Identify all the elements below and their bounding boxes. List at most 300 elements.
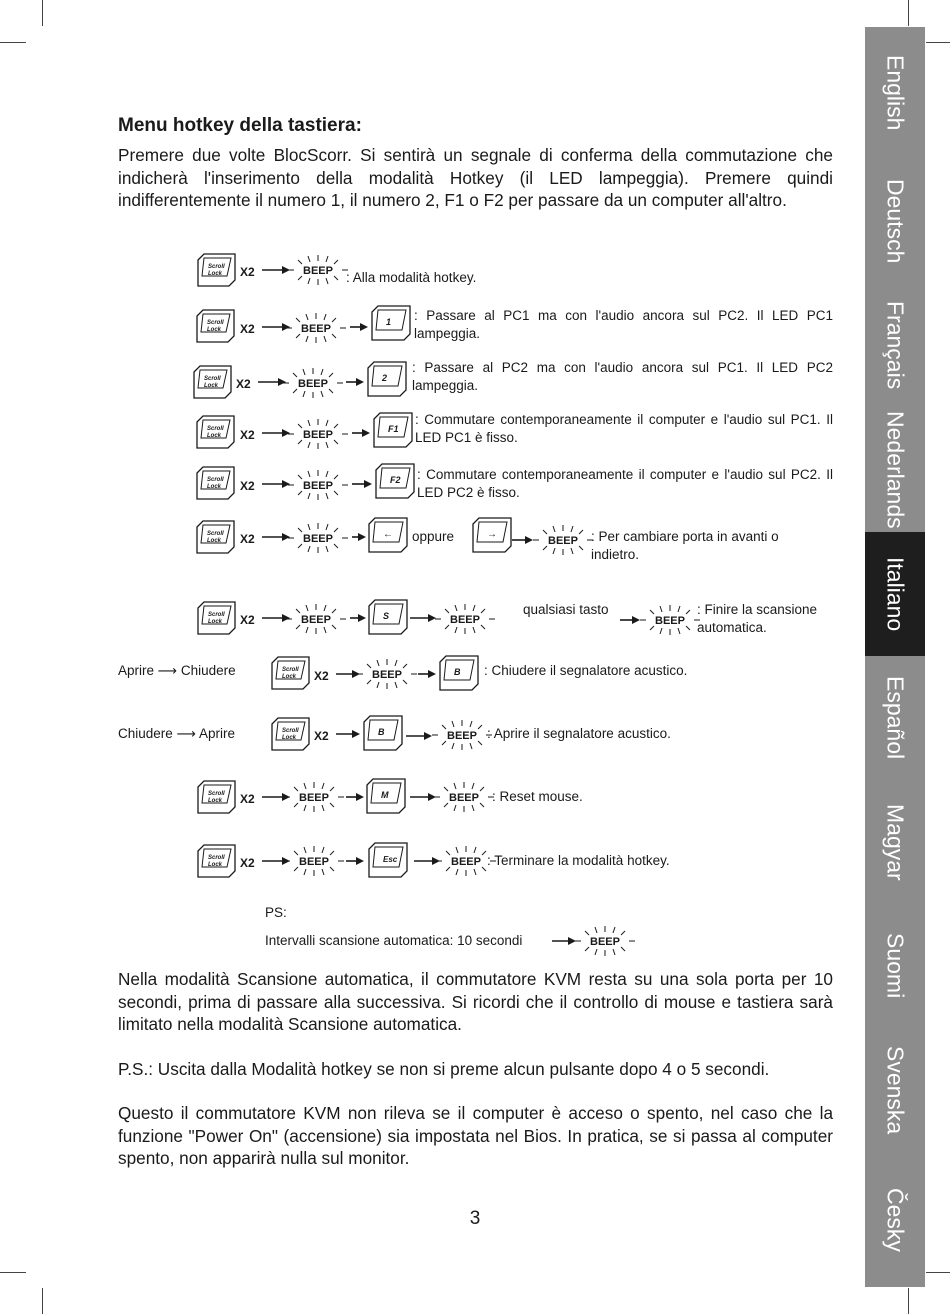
scroll-lock-key: [198, 254, 235, 286]
desc-hotkey-mode: : Alla modalità hotkey.: [346, 270, 477, 285]
beep-ray: [298, 424, 302, 428]
arrow-head: [352, 730, 360, 738]
key-left-arrow: [369, 518, 407, 552]
beep-ray: [481, 625, 485, 629]
beep-ray: [395, 682, 397, 688]
key-label: Esc: [383, 855, 398, 864]
arrow-head: [360, 323, 368, 331]
arrow-icon: [410, 614, 436, 622]
arrow-head: [282, 323, 290, 331]
arrow-icon: [262, 429, 290, 437]
beep-ray: [686, 626, 690, 630]
beep-icon: [533, 525, 593, 555]
lang-label: Svenska: [882, 1045, 909, 1135]
beep-ray: [298, 475, 302, 479]
beep-ray: [326, 471, 328, 477]
beep-ray: [456, 869, 458, 875]
lang-tab-svenska[interactable]: [865, 1028, 925, 1152]
arrow-icon: [512, 536, 533, 544]
arrow-icon: [410, 793, 436, 801]
arrow-head: [282, 480, 290, 488]
beep-icon: [288, 470, 348, 500]
beep-ray: [308, 546, 310, 552]
beep-ray: [446, 867, 450, 871]
aprire-text: Aprire: [198, 726, 235, 741]
arrow-icon: [352, 533, 366, 541]
beep-ray: [332, 334, 336, 338]
beep-ray: [298, 491, 302, 495]
beep-ray: [678, 606, 680, 612]
scroll-lock-label-line1: Scroll: [208, 855, 225, 861]
x2-label: X2: [240, 479, 255, 493]
arrow-icon: [346, 378, 364, 386]
beep-ray: [442, 741, 446, 745]
scroll-lock-label-line2: Lock: [208, 619, 223, 625]
x2-label: X2: [314, 669, 329, 683]
beep-label: BEEP: [548, 535, 578, 547]
scroll-lock-label-line2: Lock: [207, 433, 222, 439]
beep-icon: [435, 604, 495, 634]
beep-icon: [434, 782, 494, 812]
beep-ray: [445, 625, 449, 629]
arrow-icon: [350, 323, 368, 331]
power-on-paragraph: Questo il commutatore KVM non rileva se il computer è acceso o spento, nel caso che la funzione "Power On" (accensione) sia impostata nel Bios. In pratica, se si passa al computer spento, non apparirà nulla sul monitor.: [118, 1103, 833, 1168]
beep-ray: [298, 440, 302, 444]
arrow-icon: [262, 266, 290, 274]
beep-ray: [326, 256, 328, 262]
beep-ray: [480, 803, 484, 807]
key-s: [369, 600, 407, 634]
beep-ray: [455, 605, 457, 611]
scroll-lock-label-line1: Scroll: [208, 612, 225, 618]
beep-ray: [334, 475, 338, 479]
beep-label: BEEP: [298, 378, 328, 390]
beep-ray: [480, 787, 484, 791]
lang-label: Magyar: [882, 803, 909, 881]
beep-ray: [298, 544, 302, 548]
arrow-head: [356, 793, 364, 801]
desc-pc1: : Passare al PC1 ma con l'audio ancora sul PC2. Il LED PC1 lampeggia.: [414, 308, 833, 341]
desc-f2: : Commutare contemporaneamente il computer e l'audio sul PC2. Il LED PC2 è fisso.: [417, 467, 833, 500]
beep-ray: [332, 625, 336, 629]
scroll-lock-key: [198, 845, 235, 877]
arrow-icon: [336, 730, 360, 738]
beep-ray: [324, 627, 326, 633]
desc-reset-mouse: : Reset mouse.: [492, 789, 583, 804]
beep-ray: [324, 605, 326, 611]
beep-ray: [306, 605, 308, 611]
key-label: 2: [382, 373, 388, 383]
beep-label: BEEP: [303, 533, 333, 545]
arrow-head: [282, 429, 290, 437]
beep-ray: [296, 318, 300, 322]
beep-ray: [403, 664, 407, 668]
beep-ray: [324, 314, 326, 320]
lang-tab-francais[interactable]: [865, 283, 925, 407]
arrow-icon: [262, 533, 290, 541]
beep-ray: [304, 869, 306, 875]
scroll-lock-label-line1: Scroll: [207, 477, 224, 483]
beep-ray: [650, 626, 654, 630]
scroll-lock-key: [197, 521, 234, 553]
beep-icon: [283, 368, 343, 398]
arrow-icon: [336, 670, 360, 678]
beep-ray: [298, 276, 302, 280]
x2-label: X2: [236, 377, 251, 391]
key-b: [364, 716, 402, 750]
beep-label: BEEP: [655, 615, 685, 627]
desc-f1: : Commutare contemporaneamente il computer e l'audio sul PC1. Il LED PC1 è fisso.: [415, 412, 833, 445]
key-label: S: [383, 611, 390, 621]
key-2: [368, 362, 406, 396]
beep-ray: [296, 609, 300, 613]
beep-icon: [284, 846, 344, 876]
section-heading: Menu hotkey della tastiera:: [118, 115, 362, 136]
scroll-lock-label-line1: Scroll: [208, 264, 225, 270]
arrow-icon: [346, 857, 364, 865]
beep-ray: [455, 627, 457, 633]
beep-ray: [308, 256, 310, 262]
lang-tab-deutsch[interactable]: [865, 159, 925, 283]
lang-tab-magyar[interactable]: [865, 780, 925, 904]
scroll-lock-label-line1: Scroll: [207, 531, 224, 537]
beep-icon: [288, 255, 348, 285]
beep-ray: [571, 548, 573, 554]
beep-ray: [454, 783, 456, 789]
beep-label: BEEP: [450, 614, 480, 626]
arrow-head: [356, 378, 364, 386]
lang-label: Español: [882, 676, 909, 760]
lang-label: Česky: [882, 1187, 909, 1252]
key-right-arrow: [473, 518, 511, 552]
beep-ray: [296, 334, 300, 338]
aprire-text: Aprire: [118, 663, 155, 678]
arrow-head: [428, 614, 436, 622]
arrow-head: [568, 937, 576, 945]
lang-tab-nederlands[interactable]: [865, 407, 925, 532]
beep-ray: [326, 278, 328, 284]
beep-ray: [553, 548, 555, 554]
desc-arrows: : Per cambiare porta in avanti o indietro.: [591, 529, 779, 562]
beep-ray: [330, 803, 334, 807]
beep-label: BEEP: [299, 856, 329, 868]
beep-ray: [308, 442, 310, 448]
arrow-head: [364, 480, 372, 488]
beep-ray: [621, 947, 625, 951]
scroll-lock-label-line1: Scroll: [204, 376, 221, 382]
beep-ray: [595, 927, 597, 933]
beep-ray: [474, 869, 476, 875]
arrow-head: [525, 536, 533, 544]
scroll-lock-label-line1: Scroll: [208, 791, 225, 797]
beep-ray: [585, 931, 589, 935]
beep-ray: [442, 725, 446, 729]
page-number: 3: [469, 1208, 481, 1229]
beep-icon: [432, 720, 492, 750]
beep-ray: [334, 528, 338, 532]
beep-ray: [579, 530, 583, 534]
key-label: F1: [388, 424, 399, 434]
beep-ray: [334, 440, 338, 444]
beep-label: BEEP: [301, 323, 331, 335]
x2-label: X2: [240, 856, 255, 870]
beep-ray: [330, 787, 334, 791]
beep-ray: [322, 847, 324, 853]
lang-label: Nederlands: [882, 410, 909, 529]
beep-label: BEEP: [590, 936, 620, 948]
key-m: [367, 779, 405, 813]
key-label: B: [454, 667, 461, 677]
beep-ray: [377, 660, 379, 666]
beep-ray: [334, 491, 338, 495]
beep-ray: [298, 260, 302, 264]
scroll-lock-label-line2: Lock: [207, 538, 222, 544]
scroll-lock-label-line1: Scroll: [207, 426, 224, 432]
scroll-lock-label-line1: Scroll: [207, 320, 224, 326]
scroll-lock-key: [198, 602, 235, 634]
scroll-lock-label-line2: Lock: [208, 271, 223, 277]
scroll-lock-label-line2: Lock: [208, 862, 223, 868]
beep-ray: [367, 680, 371, 684]
beep-ray: [332, 318, 336, 322]
beep-icon: [357, 659, 417, 689]
beep-ray: [306, 627, 308, 633]
x2-label: X2: [240, 265, 255, 279]
lang-tab-english[interactable]: [865, 27, 925, 159]
lang-tab-cesky[interactable]: [865, 1152, 925, 1287]
desc-exit-hotkey: : Terminare la modalità hotkey.: [487, 853, 670, 868]
key-esc: [369, 843, 407, 877]
scroll-lock-label-line2: Lock: [208, 798, 223, 804]
x2-label: X2: [240, 428, 255, 442]
beep-ray: [473, 627, 475, 633]
beep-ray: [321, 369, 323, 375]
beep-ray: [326, 493, 328, 499]
x2-label: X2: [240, 613, 255, 627]
beep-ray: [308, 524, 310, 530]
open-close-label: [118, 663, 236, 679]
x2-label: X2: [240, 792, 255, 806]
beep-ray: [621, 931, 625, 935]
x2-label: X2: [240, 322, 255, 336]
beep-ray: [326, 442, 328, 448]
beep-ray: [403, 680, 407, 684]
beep-ray: [482, 851, 486, 855]
scroll-lock-label-line2: Lock: [207, 484, 222, 490]
arrow-icon: [346, 793, 364, 801]
beep-ray: [613, 927, 615, 933]
ps-interval: Intervalli scansione automatica: 10 secondi: [265, 933, 523, 948]
arrow-icon: [352, 429, 370, 437]
beep-ray: [329, 389, 333, 393]
beep-ray: [553, 526, 555, 532]
beep-label: BEEP: [449, 792, 479, 804]
beep-ray: [595, 949, 597, 955]
arrow-icon: [620, 616, 640, 624]
beep-ray: [304, 805, 306, 811]
key-label: M: [381, 790, 389, 800]
beep-ray: [472, 805, 474, 811]
beep-ray: [304, 783, 306, 789]
arrow-head: [358, 533, 366, 541]
language-sidebar: [865, 27, 925, 1287]
beep-ray: [456, 847, 458, 853]
beep-ray: [660, 606, 662, 612]
beep-label: BEEP: [303, 265, 333, 277]
arrow-head: [362, 429, 370, 437]
beep-ray: [322, 805, 324, 811]
beep-ray: [445, 609, 449, 613]
desc-scan: : Finire la scansione automatica.: [697, 602, 818, 635]
beep-ray: [452, 743, 454, 749]
arrow-icon: [406, 732, 432, 740]
chiudere-text: Chiudere: [118, 726, 173, 741]
beep-ray: [367, 664, 371, 668]
arrow-icon: [262, 614, 290, 622]
beep-ray: [470, 743, 472, 749]
arrow-head: [356, 857, 364, 865]
scroll-lock-key: [198, 781, 235, 813]
beep-ray: [326, 546, 328, 552]
beep-icon: [575, 926, 635, 956]
arrow-icon: [350, 614, 366, 622]
lang-label: Deutsch: [882, 178, 909, 264]
beep-ray: [478, 741, 482, 745]
scroll-lock-label-line1: Scroll: [282, 728, 299, 734]
intro-paragraph: Premere due volte BlocScorr. Si sentirà un segnale di conferma della commutazione che indicherà l'inserimento della modalità Hotkey (il LED lampeggia). Premere quindi indifferentemente il numero 1, il numero 2, F1 o F2 per passare da un computer all'altro.: [118, 145, 833, 210]
scroll-lock-label-line2: Lock: [282, 674, 297, 680]
beep-ray: [298, 528, 302, 532]
beep-ray: [543, 530, 547, 534]
scroll-lock-label-line2: Lock: [282, 735, 297, 741]
scroll-lock-label-line2: Lock: [204, 383, 219, 389]
beep-ray: [334, 276, 338, 280]
beep-ray: [332, 609, 336, 613]
desc-pc2: : Passare al PC2 ma con l'audio ancora sul PC1. Il LED PC2 lampeggia.: [412, 360, 833, 393]
scroll-lock-key: [197, 310, 234, 342]
beep-ray: [452, 721, 454, 727]
beep-icon: [288, 523, 348, 553]
arrow-head: [424, 732, 432, 740]
beep-icon: [284, 782, 344, 812]
beep-ray: [322, 869, 324, 875]
beep-icon: [286, 313, 346, 343]
beep-ray: [308, 420, 310, 426]
lang-label: Français: [882, 300, 909, 390]
x2-label: X2: [314, 729, 329, 743]
scroll-lock-key: [197, 416, 234, 448]
beep-ray: [308, 471, 310, 477]
beep-ray: [474, 847, 476, 853]
beep-ray: [306, 336, 308, 342]
beep-ray: [303, 369, 305, 375]
beep-ray: [470, 721, 472, 727]
key-f2: [376, 464, 414, 498]
key-label: ←: [383, 529, 393, 540]
arrow-icon: [418, 670, 436, 678]
beep-ray: [478, 725, 482, 729]
beep-ray: [330, 851, 334, 855]
beep-ray: [306, 314, 308, 320]
scroll-lock-key: [272, 718, 309, 750]
beep-ray: [293, 373, 297, 377]
arrow-icon: [552, 937, 576, 945]
key-label: 1: [386, 317, 392, 327]
lang-tab-suomi[interactable]: [865, 904, 925, 1028]
oppure-label: oppure: [412, 529, 455, 544]
beep-ray: [334, 544, 338, 548]
beep-ray: [650, 610, 654, 614]
beep-ray: [686, 610, 690, 614]
scroll-lock-label-line2: Lock: [207, 327, 222, 333]
arrow-right-icon: ⟶: [157, 663, 178, 678]
arrow-icon: [262, 480, 290, 488]
beep-icon: [288, 419, 348, 449]
arrow-right-icon: ⟶: [176, 726, 196, 741]
key-label: →: [487, 529, 497, 540]
close-open-label: [118, 726, 235, 742]
beep-ray: [613, 949, 615, 955]
lang-tab-italiano[interactable]: [865, 532, 925, 656]
scroll-lock-label-line1: Scroll: [282, 667, 299, 673]
desc-buzzer-on: : Aprire il segnalatore acustico.: [487, 726, 671, 741]
beep-ray: [444, 803, 448, 807]
beep-ray: [454, 805, 456, 811]
beep-ray: [326, 420, 328, 426]
scroll-lock-key: [197, 467, 234, 499]
autoscan-paragraph: Nella modalità Scansione automatica, il commutatore KVM resta su una sola porta per 10 secondi, prima di passare alla successiva. Si ricordi che il controllo di mouse e tastiera sarà limitato nella modalità Scansione automatica.: [118, 969, 833, 1034]
beep-ray: [294, 787, 298, 791]
beep-ray: [294, 803, 298, 807]
arrow-icon: [262, 323, 290, 331]
beep-ray: [303, 391, 305, 397]
beep-ray: [678, 628, 680, 634]
beep-ray: [324, 336, 326, 342]
beep-ray: [326, 524, 328, 530]
beep-ray: [308, 278, 310, 284]
key-label: B: [378, 727, 385, 737]
beep-ray: [308, 493, 310, 499]
arrow-icon: [258, 378, 286, 386]
chiudere-text: Chiudere: [180, 663, 236, 678]
lang-tab-espanol[interactable]: [865, 656, 925, 780]
scroll-lock-key: [194, 366, 231, 398]
beep-label: BEEP: [299, 792, 329, 804]
beep-ray: [334, 260, 338, 264]
beep-ray: [473, 605, 475, 611]
ps-label: PS:: [265, 905, 287, 920]
beep-ray: [579, 546, 583, 550]
beep-ray: [482, 867, 486, 871]
x2-label: X2: [240, 532, 255, 546]
beep-ray: [330, 867, 334, 871]
beep-label: BEEP: [303, 480, 333, 492]
beep-ray: [294, 867, 298, 871]
beep-ray: [329, 373, 333, 377]
lang-label: Suomi: [882, 933, 909, 999]
lang-label: English: [882, 55, 909, 131]
beep-label: BEEP: [372, 669, 402, 681]
beep-ray: [472, 783, 474, 789]
beep-label: BEEP: [301, 614, 331, 626]
arrow-head: [632, 616, 640, 624]
beep-ray: [395, 660, 397, 666]
beep-icon: [286, 604, 346, 634]
desc-buzzer-off: : Chiudere il segnalatore acustico.: [484, 663, 688, 678]
key-label: F2: [390, 475, 401, 485]
arrow-head: [428, 670, 436, 678]
key-f1: [374, 413, 412, 447]
